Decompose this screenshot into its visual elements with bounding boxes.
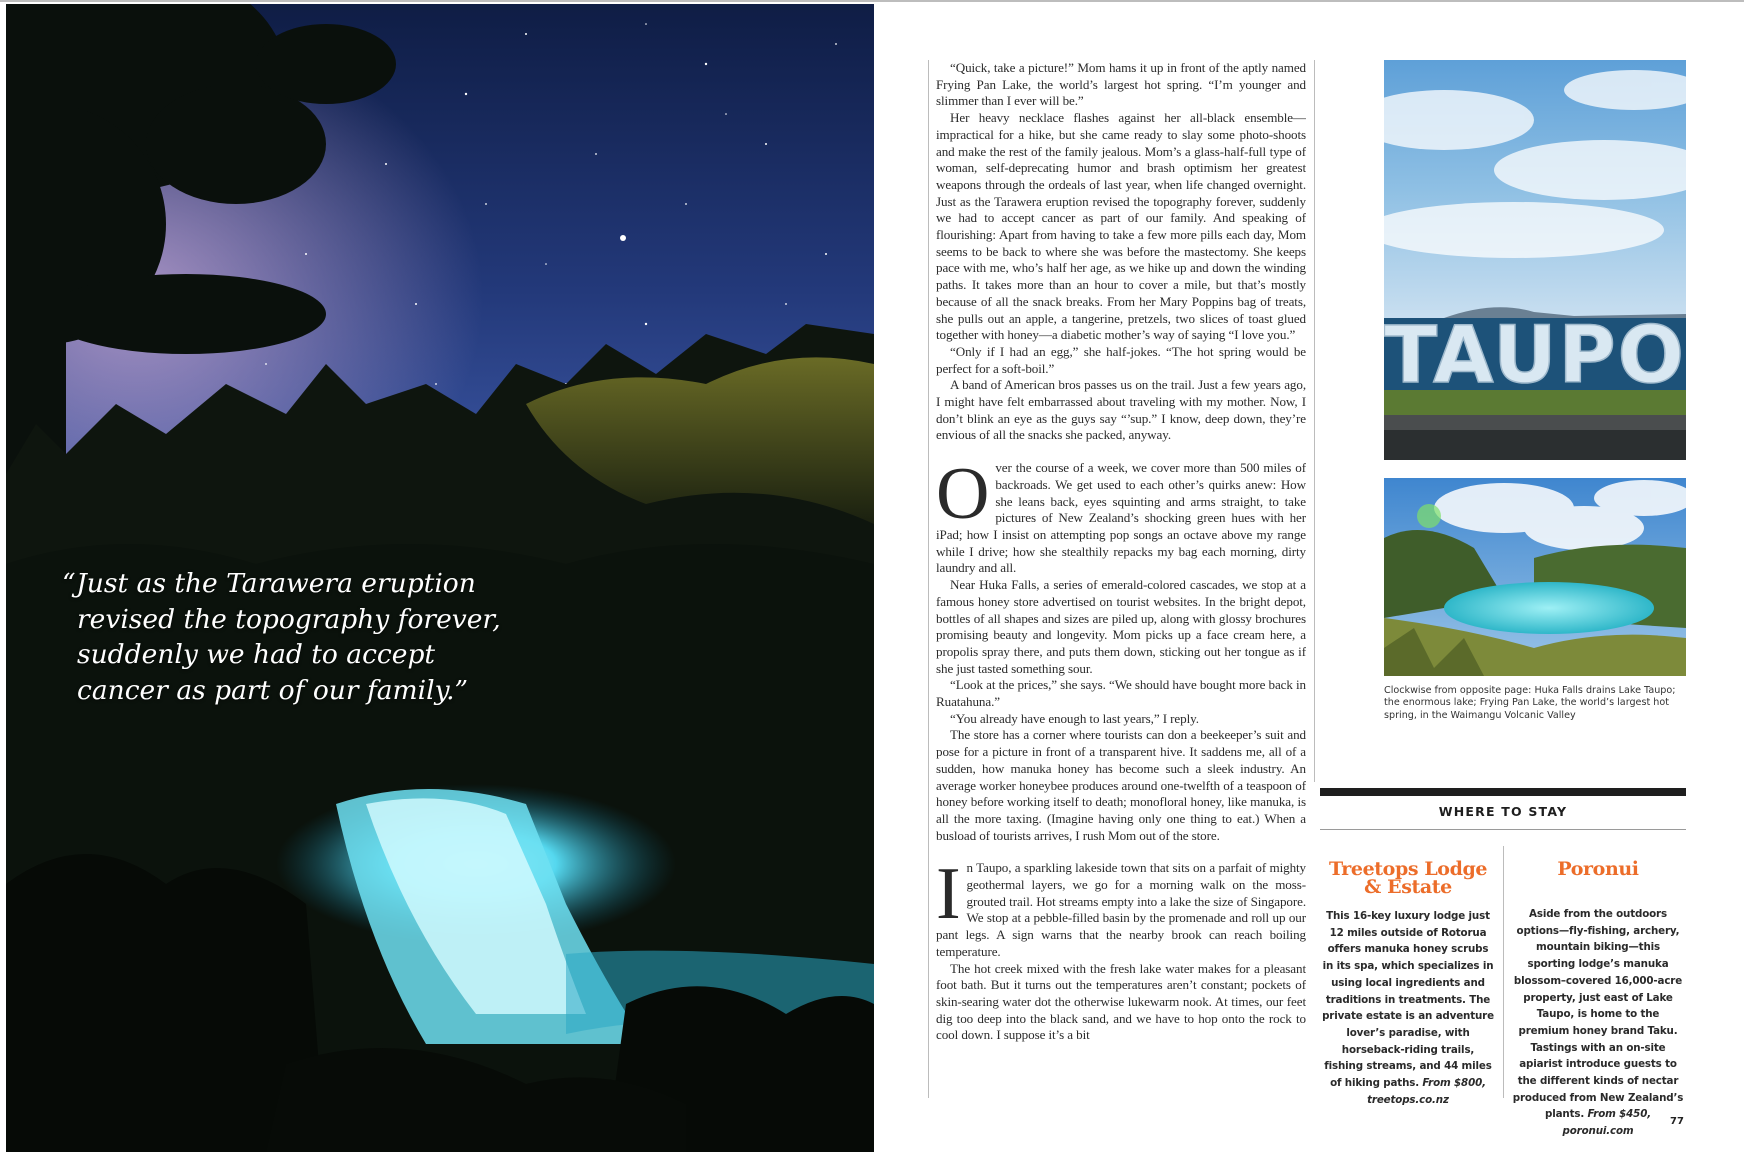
lodge-name-line: & Estate — [1364, 876, 1452, 898]
article-paragraph: A band of American bros passes us on the trail. Just a few years ago, I might have felt embarrassed about traveling with my mother. Now, I don’t blink an eye as the guys say “’sup.” I know, deep down, they’re envious of all the snacks she packed, anyway. — [936, 377, 1306, 443]
pull-quote-line: cancer as part of our family.” — [77, 674, 469, 706]
article-paragraph-text: n Taupo, a sparkling lakeside town that sits on a parfait of mighty geothermal layers, we go for a morning walk on the moss-grouted trail. Hot streams empty into a lake the size of Singapore. We stop at a pebble-filled basin by the promenade and roll up our pant legs. A sign warns that the nearby brook can reach boiling temperature. — [936, 860, 1306, 959]
article-paragraph: Her heavy necklace flashes against her all-black ensemble—impractical for a hike, but she came ready to slay some photo-shoots and make the rest of the family jealous. Mom’s a glass-half-full type of woman, self-deprecating humor and brash optimism her greatest weapons through the ordeals of last year, when life changed overnight. Just as the Tarawera eruption revised the topography forever, suddenly we had to accept cancer as part of our family. And speaking of flourishing: Apart from having to take a few more pills each day, Mom seems to be back to where she was before the mastectomy. She keeps pace with me, who’s half her age, as we hike up and down the winding paths. It takes more than an hour to cover a mile, but that’s mostly because of all the snack breaks. From her Mary Poppins bag of treats, she pulls out an apple, a tangerine, pretzels, two slices of toast glued together with honey—a diabetic mother’s way of saying “I love you.” — [936, 110, 1306, 343]
where-to-stay-bar — [1320, 788, 1686, 796]
lodge-poronui — [1512, 860, 1684, 1140]
where-to-stay-rule — [1320, 829, 1686, 830]
taupo-sign-text: TAUPO — [1384, 311, 1686, 401]
pull-quote — [62, 566, 542, 708]
frying-pan-lake-photo — [1384, 478, 1686, 676]
where-to-stay-heading: WHERE TO STAY — [1438, 804, 1568, 819]
huka-falls-photo — [6, 4, 874, 1152]
lodge-description-text: This 16-key luxury lodge just 12 miles outside of Rotorua offers manuka honey scrubs in its spa, which specializes in using local ingredients and traditions in treatments. The private estate is an adventure lover’s paradise, with horseback-riding trails, fishing streams, and 44 miles of hiking paths. — [1322, 910, 1494, 1090]
pull-quote-line: revised the topography forever, — [77, 603, 501, 635]
page-number: 77 — [1670, 1116, 1684, 1127]
lodge-price-note: From $450, poronui.com — [1562, 1108, 1651, 1138]
lodge-price-note: From $800, treetops.co.nz — [1367, 1077, 1486, 1106]
lodge-name — [1512, 860, 1684, 906]
taupo-illustration — [1384, 60, 1686, 460]
lodge-divider — [1503, 846, 1504, 1098]
article-paragraph-text: ver the course of a week, we cover more than 500 miles of backroads. We get used to each other’s quirks anew: How she leans back, eyes squinting and arms straight, to take pictures of New Zealand’s shocking green hues with her iPad; how I insist on attempting pop songs an octave above my range while I drive; how she stealthily repacks my bag each morning, dirty laundry and all. — [936, 460, 1306, 576]
top-rule — [0, 0, 1744, 2]
pull-quote-line: suddenly we had to accept — [77, 639, 436, 670]
article-paragraph: “Only if I had an egg,” she half-jokes. “The hot spring would be perfect for a soft-boil.” — [936, 343, 1306, 376]
lodge-name — [1322, 860, 1494, 906]
article-paragraph: The hot creek mixed with the fresh lake water makes for a pleasant foot bath. But it turns out the temperatures aren’t constant; pockets of skin-searing water dot the otherwise lukewarm nook. At times, our feet dig too deep into the black sand, and we have to hop onto the rock to cool down. I suppose it’s a bit — [936, 960, 1306, 1043]
lodge-description-text: Aside from the outdoors options—fly-fishing, archery, mountain biking—this sporting lodge’s manuka blossom–covered 16,000-acre property, just east of Lake Taupo, is home to the premium honey brand Taku. Tastings with an on-site apiarist introduce guests to the different kinds of nectar produced from New Zealand’s plants. — [1512, 908, 1684, 1121]
lodge-description — [1512, 906, 1684, 1140]
lodge-name-line: Treetops Lodge — [1328, 858, 1488, 880]
article-paragraph: The store has a corner where tourists can don a beekeeper’s suit and pose for a picture in front of a transparent hive. It saddens me, all of a sudden, how manuka honey has become such a sleek industry. An average worker honeybee produces around one-twelfth of a teaspoon of honey before working itself to death; monofloral honey, like manuka, is all the more taxing. (Imagine having only one thing to eat.) When a busload of tourists arrives, I rush Mom out of the store. — [936, 727, 1306, 843]
drop-cap: O — [936, 453, 990, 536]
article-paragraph: Near Huka Falls, a series of emerald-colored cascades, we stop at a famous honey store advertised on tourist websites. In the bright depot, bottles of all shapes and sizes are piled up, along with glossy brochures promising beauty and longevity. Mom picks up a face cream here, a propolis spray there, and puts them down, sticking out her tongue as if she just tasted something sour. — [936, 577, 1306, 676]
taupo-sign-photo — [1384, 60, 1686, 460]
article-paragraph — [936, 853, 1306, 960]
article-paragraph: “Quick, take a picture!” Mom hams it up in front of the aptly named Frying Pan Lake, the world’s largest hot spring. “I’m younger and slimmer than I ever will be.” — [936, 60, 1306, 109]
lodge-treetops — [1322, 860, 1494, 1108]
section-gap — [936, 444, 1306, 460]
lodge-description — [1322, 908, 1494, 1108]
photo-caption: Clockwise from opposite page: Huka Falls drains Lake Taupo; the enormous lake; Frying Pan Lake, the world’s largest hot spring, in the Waimangu Volcanic Valley — [1384, 685, 1676, 721]
lake-illustration — [1384, 478, 1686, 676]
pull-quote-line: “Just as the Tarawera eruption — [62, 568, 476, 599]
article-paragraph: “You already have enough to last years,” I reply. — [950, 710, 1199, 726]
article-paragraph — [936, 453, 1306, 577]
column-rule — [928, 60, 929, 1098]
article-paragraph: “Look at the prices,” she says. “We should have bought more back in Ruatahuna.” — [936, 677, 1306, 710]
article-body — [936, 60, 1306, 1100]
drop-cap: I — [936, 853, 961, 936]
column-rule — [1314, 60, 1315, 782]
section-gap — [936, 844, 1306, 860]
lodge-name-line: Poronui — [1557, 858, 1639, 880]
